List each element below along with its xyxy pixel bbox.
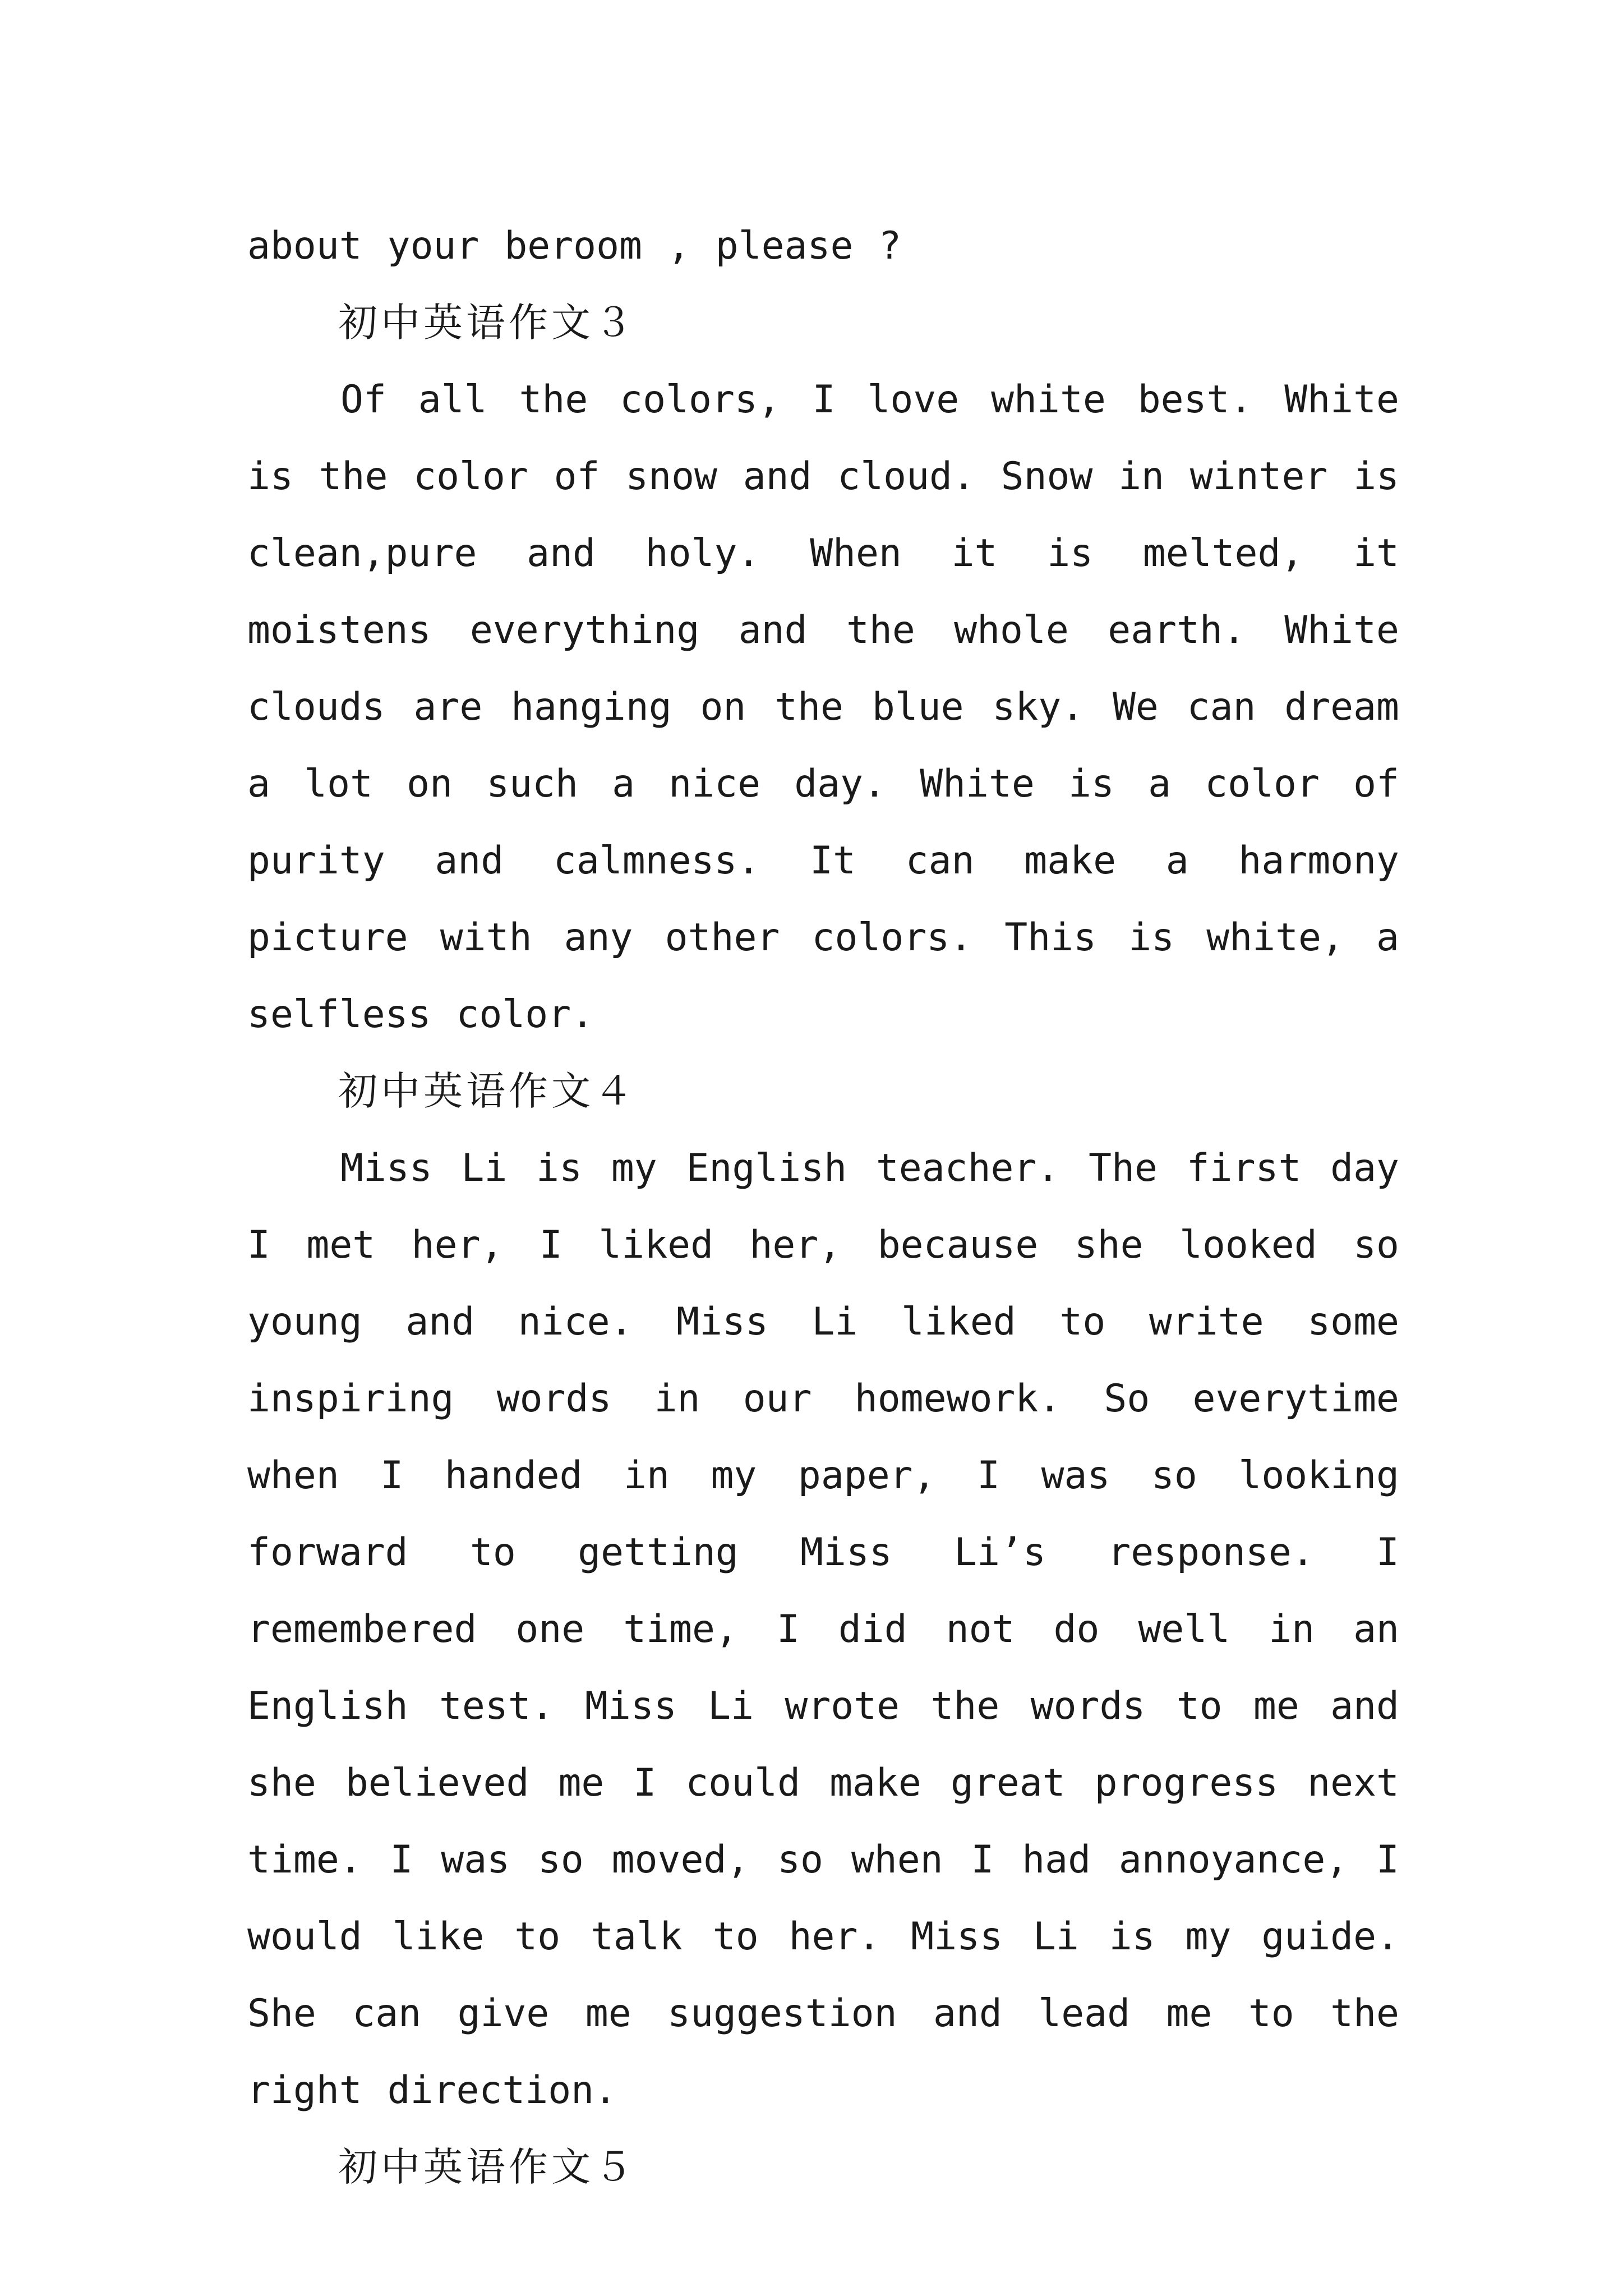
paragraph-fragment: about your beroom , please ?: [247, 224, 902, 268]
document-body: [247, 208, 1399, 2206]
paragraph-essay-3: Of all the colors, I love white best. White is the color of snow and cloud. Snow in winter is clean,pure and holy. When it is melted, it moistens everything and the whole earth. White clouds are hanging on the blue sky. We can dream a lot on such a nice day. White is a color of purity and calmness. It can make a harmony picture with any other colors. This is white, a selfless color.: [247, 378, 1399, 1037]
section-heading-5: 初中英语作文５: [338, 2144, 637, 2190]
section-heading-4: 初中英语作文４: [338, 1068, 637, 1114]
paragraph-essay-4: Miss Li is my English teacher. The first day I met her, I liked her, because she looked so young and nice. Miss Li liked to write some inspiring words in our homework. So everytime when I handed in my paper, I was so looking forward to getting Miss Li’s response. I remembered one time, I did not do well in an English test. Miss Li wrote the words to me and she believed me I could make great progress next time. I was so moved, so when I had annoyance, I would like to talk to her. Miss Li is my guide. She can give me suggestion and lead me to the right direction.: [247, 1146, 1399, 2113]
section-heading-3: 初中英语作文３: [338, 300, 637, 346]
